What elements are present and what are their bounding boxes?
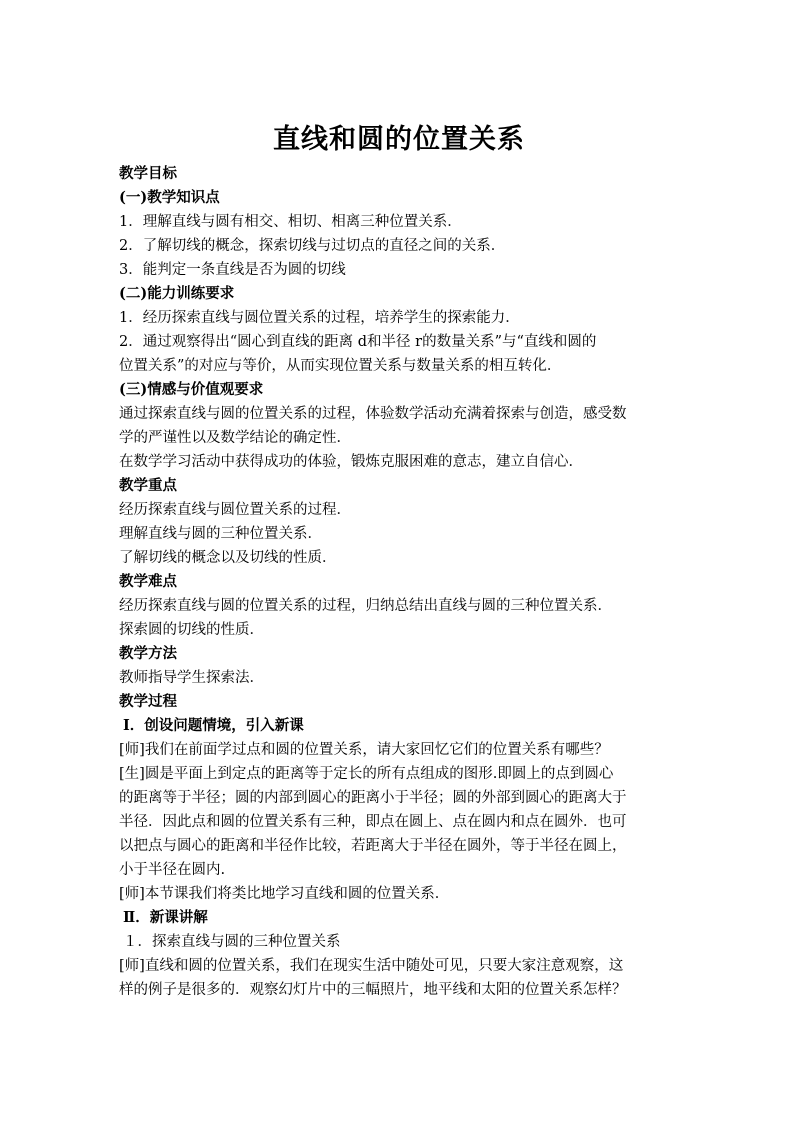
text-line: [师]本节课我们将类比地学习直线和圆的位置关系． (119, 886, 450, 902)
page-title: 直线和圆的位置关系 (273, 124, 525, 155)
section-heading: 教学过程 (119, 693, 177, 710)
text-line: 半径．因此点和圆的位置关系有三种，即点在圆上、点在圆内和点在圆外．也可 (119, 814, 627, 830)
text-line: １．探索直线与圆的三种位置关系 (123, 934, 341, 950)
text-line: 经历探索直线与圆位置关系的过程． (119, 502, 351, 518)
text-line: [生]圆是平面上到定点的距离等于定长的所有点组成的图形.即圆上的点到圆心 (119, 766, 614, 782)
text-line: 2．通过观察得出“圆心到直线的距离 d和半径 r的数量关系”与“直线和圆的 (119, 334, 597, 350)
text-line: 在数学学习活动中获得成功的体验，锻炼克服困难的意志，建立自信心． (119, 454, 583, 470)
section-heading: 教学目标 (119, 165, 177, 182)
section-heading: Ⅱ．新课讲解 (123, 909, 208, 926)
text-line: 探索圆的切线的性质． (119, 622, 264, 638)
document-body (119, 162, 679, 1002)
text-line: 了解切线的概念以及切线的性质． (119, 550, 337, 566)
text-line: 2．了解切线的概念，探索切线与过切点的直径之间的关系． (119, 238, 506, 254)
text-line: 1．理解直线与圆有相交、相切、相离三种位置关系． (119, 214, 462, 230)
text-line: 经历探索直线与圆的位置关系的过程，归纳总结出直线与圆的三种位置关系． (119, 598, 612, 614)
text-line: 教师指导学生探索法． (119, 670, 264, 686)
text-line: [师]我们在前面学过点和圆的位置关系，请大家回忆它们的位置关系有哪些？ (119, 742, 609, 758)
text-line: 通过探索直线与圆的位置关系的过程，体验数学活动充满着探索与创造，感受数 (119, 406, 627, 422)
text-line: 小于半径在圆内. (119, 862, 226, 878)
text-line: 位置关系”的对应与等价，从而实现位置关系与数量关系的相互转化． (119, 358, 562, 374)
section-heading: (二)能力训练要求 (119, 285, 235, 302)
section-heading: (三)情感与价值观要求 (119, 381, 264, 398)
section-heading: 教学方法 (119, 645, 177, 662)
section-heading: Ⅰ．创设问题情境，引入新课 (123, 717, 304, 734)
section-heading: 教学难点 (119, 573, 177, 590)
text-line: [师]直线和圆的位置关系，我们在现实生活中随处可见，只要大家注意观察，这 (119, 958, 624, 974)
text-line: 1．经历探索直线与圆位置关系的过程，培养学生的探索能力． (119, 310, 520, 326)
text-line: 学的严谨性以及数学结论的确定性． (119, 430, 351, 446)
text-line: 理解直线与圆的三种位置关系． (119, 526, 322, 542)
text-line: 的距离等于半径；圆的内部到圆心的距离小于半径；圆的外部到圆心的距离大于 (119, 790, 627, 806)
text-line: 以把点与圆心的距离和半径作比较，若距离大于半径在圆外，等于半径在圆上， (119, 838, 627, 854)
text-line: 3．能判定一条直线是否为圆的切线 (119, 262, 346, 278)
section-heading: (一)教学知识点 (119, 189, 220, 206)
text-line: 样的例子是很多的．观察幻灯片中的三幅照片，地平线和太阳的位置关系怎样？ (119, 982, 627, 998)
section-heading: 教学重点 (119, 477, 177, 494)
